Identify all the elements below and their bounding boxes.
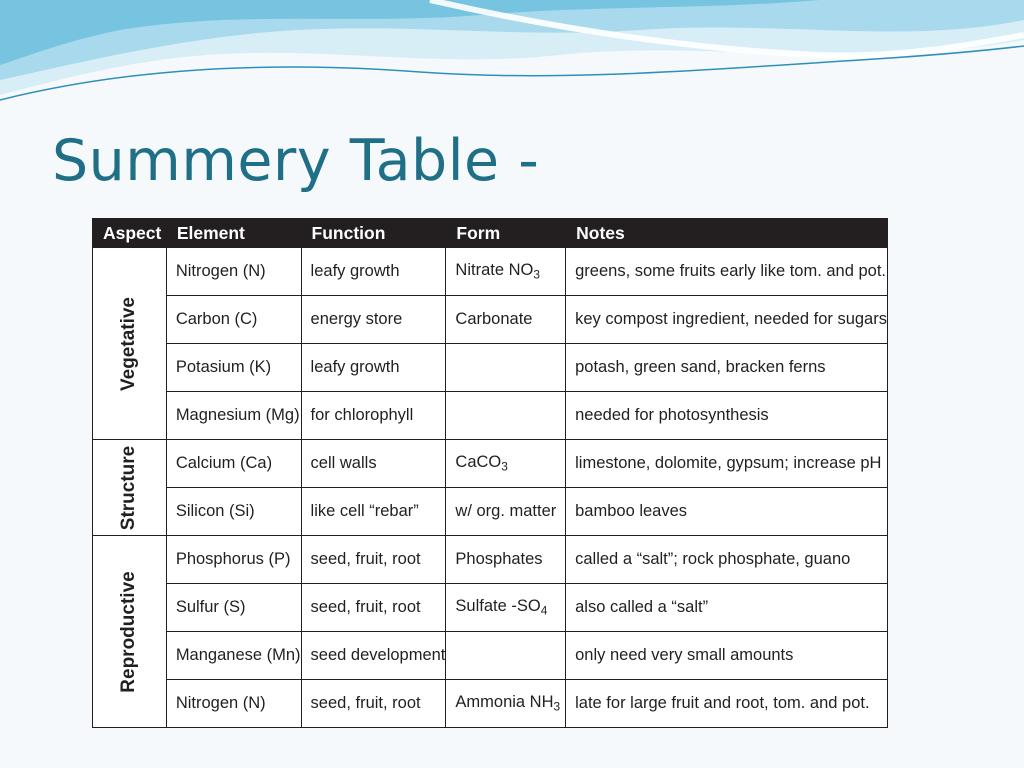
table-row	[93, 248, 888, 296]
aspect-label: Structure	[118, 445, 140, 530]
function-cell: cell walls	[301, 440, 446, 488]
element-cell: Nitrogen (N)	[166, 248, 301, 296]
table-row	[93, 296, 888, 344]
table-row	[93, 344, 888, 392]
notes-cell: potash, green sand, bracken ferns	[566, 344, 888, 392]
header-aspect: Aspect	[93, 219, 167, 248]
notes-cell: only need very small amounts	[566, 632, 888, 680]
function-cell: energy store	[301, 296, 446, 344]
header-form: Form	[446, 219, 566, 248]
form-subscript: 3	[553, 699, 561, 714]
form-cell	[446, 632, 566, 680]
form-cell: Carbonate	[446, 296, 566, 344]
form-cell: Nitrate $NO_3$	[446, 248, 566, 296]
function-cell: seed, fruit, root	[301, 584, 446, 632]
notes-cell: needed for photosynthesis	[566, 392, 888, 440]
notes-cell: late for large fruit and root, tom. and pot.	[566, 680, 888, 728]
table-row	[93, 536, 888, 584]
function-cell: seed development	[301, 632, 446, 680]
aspect-cell	[93, 536, 167, 728]
element-cell: Manganese (Mn)	[166, 632, 301, 680]
table-body	[93, 248, 888, 728]
table-row	[93, 440, 888, 488]
summary-table	[92, 218, 888, 728]
aspect-cell	[93, 440, 167, 536]
form-cell: w/ org. matter	[446, 488, 566, 536]
notes-cell: greens, some fruits early like tom. and pot.	[566, 248, 888, 296]
element-cell: Potasium (K)	[166, 344, 301, 392]
element-cell: Nitrogen (N)	[166, 680, 301, 728]
table-row	[93, 392, 888, 440]
function-cell: seed, fruit, root	[301, 536, 446, 584]
function-cell: seed, fruit, root	[301, 680, 446, 728]
element-cell: Silicon (Si)	[166, 488, 301, 536]
element-cell: Calcium (Ca)	[166, 440, 301, 488]
aspect-cell	[93, 248, 167, 440]
function-cell: leafy growth	[301, 248, 446, 296]
notes-cell: bamboo leaves	[566, 488, 888, 536]
notes-cell: limestone, dolomite, gypsum; increase pH	[566, 440, 888, 488]
element-cell: Sulfur (S)	[166, 584, 301, 632]
form-cell: Phosphates	[446, 536, 566, 584]
form-subscript: 3	[501, 459, 508, 474]
table-row	[93, 584, 888, 632]
form-cell: Ammonia $NH_3$	[446, 680, 566, 728]
element-cell: Magnesium (Mg)	[166, 392, 301, 440]
slide-title: Summery Table -	[52, 128, 540, 194]
form-cell: CaCO$_3$	[446, 440, 566, 488]
notes-cell: called a “salt”; rock phosphate, guano	[566, 536, 888, 584]
form-cell	[446, 392, 566, 440]
table-row	[93, 680, 888, 728]
form-subscript: 3	[533, 267, 540, 282]
table-header-row	[93, 219, 888, 248]
wave-banner	[0, 0, 1024, 130]
header-function: Function	[301, 219, 446, 248]
element-cell: Carbon (C)	[166, 296, 301, 344]
header-element: Element	[166, 219, 301, 248]
table-row	[93, 632, 888, 680]
form-cell	[446, 344, 566, 392]
notes-cell: key compost ingredient, needed for sugars	[566, 296, 888, 344]
form-cell: Sulfate $-SO_4$	[446, 584, 566, 632]
element-cell: Phosphorus (P)	[166, 536, 301, 584]
aspect-label: Reproductive	[118, 570, 140, 693]
header-notes: Notes	[566, 219, 888, 248]
function-cell: like cell “rebar”	[301, 488, 446, 536]
form-subscript: 4	[540, 603, 548, 618]
notes-cell: also called a “salt”	[566, 584, 888, 632]
table-row	[93, 488, 888, 536]
function-cell: leafy growth	[301, 344, 446, 392]
aspect-label: Vegetative	[118, 296, 140, 391]
function-cell: for chlorophyll	[301, 392, 446, 440]
